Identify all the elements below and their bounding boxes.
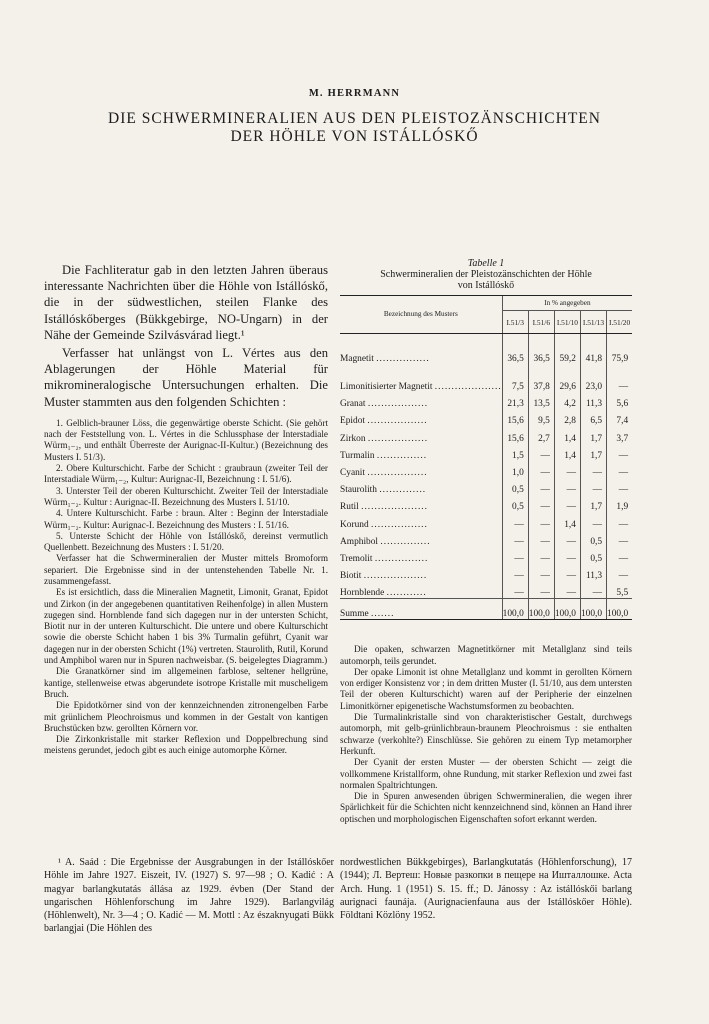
title-line-1: DIE SCHWERMINERALIEN AUS DEN PLEISTOZÄNSCHICHTEN [108, 110, 601, 127]
value-cell: 0,5 [580, 530, 606, 547]
mineral-name-cell [340, 495, 502, 512]
value-cell: 1,9 [607, 495, 633, 512]
table-row [340, 426, 632, 443]
leader-dots: .................. [367, 416, 428, 427]
value-cell: 0,5 [580, 547, 606, 564]
value-cell: 2,7 [528, 426, 554, 443]
table-row [340, 409, 632, 426]
sample-item: 1. Gelblich-brauner Löss, die gegenwärtige oberste Schicht. (Sie gehört nach der Feststellung von. L. Vértes in die Schlussphase der Interstadiale Würm₁₋₂, und enthält Überreste der Aurignac-II-Kultur.) (Bezeichnung des Musters I. 51/3). [44, 417, 328, 462]
sample-item: 3. Unterster Teil der oberen Kulturschicht. Zweiter Teil der Interstadiale Würm₁₋₂. Kultur : Aurignac-II. Bezeichnung des Musters I. 51/10. [44, 485, 328, 507]
article-title [0, 110, 709, 146]
value-cell: — [607, 444, 633, 461]
table-caption [340, 258, 632, 291]
value-cell: 0,5 [502, 478, 528, 495]
mineral-name-cell [340, 478, 502, 495]
table-row [340, 334, 632, 365]
value-cell: — [528, 547, 554, 564]
value-cell: 29,6 [554, 364, 580, 392]
table-row [340, 461, 632, 478]
body-paragraph: Der opake Limonit ist ohne Metallglanz und kommt in gerollten Körnern von erdiger Konsistenz vor ; in dem dritten Muster (I. 51/10, aus dem untersten Teil der oberen Kulturschicht) waren auf der Peripherie der einzelnen Limonitkörner epigenetische Wachstumsformen zu beobachten. [340, 666, 632, 711]
mineral-name: Granat [340, 399, 366, 410]
sample-item: 4. Untere Kulturschicht. Farbe : braun. Alter : Beginn der Interstadiale Würm₁₋₂. Kultur: Aurignac-I. Bezeichnung des Musters : I. 51/16. [44, 508, 328, 530]
value-cell: 1,7 [580, 495, 606, 512]
value-cell: — [528, 444, 554, 461]
table-body [340, 334, 632, 620]
value-cell: 1,4 [554, 512, 580, 529]
table-row [340, 392, 632, 409]
table-row [340, 564, 632, 581]
value-cell: — [580, 581, 606, 599]
mineral-name-cell [340, 392, 502, 409]
value-cell: — [528, 461, 554, 478]
value-cell: — [607, 512, 633, 529]
value-cell: — [528, 495, 554, 512]
mineral-name: Limonitisierter Magnetit [340, 382, 433, 392]
leader-dots: ................ [376, 354, 430, 364]
value-cell: 100,0 [607, 599, 633, 620]
mineral-name-cell [340, 530, 502, 547]
value-cell: 1,7 [580, 444, 606, 461]
mineral-name-cell [340, 444, 502, 461]
value-cell: 6,5 [580, 409, 606, 426]
value-cell: — [502, 512, 528, 529]
author: M. HERRMANN [308, 88, 401, 99]
value-cell: 37,8 [528, 364, 554, 392]
value-cell: 1,0 [502, 461, 528, 478]
value-cell: — [528, 478, 554, 495]
mineral-name-cell [340, 364, 502, 392]
table-caption-line: von Istállóskő [457, 280, 515, 291]
mineral-name: Tremolit [340, 553, 373, 564]
mineral-name: Biotit [340, 571, 362, 582]
value-cell: 2,8 [554, 409, 580, 426]
table-caption-line: Schwermineralien der Pleistozänschichten der Höhle [380, 269, 592, 280]
value-cell: — [607, 530, 633, 547]
mineral-name: Amphibol [340, 536, 379, 547]
right-body [340, 644, 632, 825]
body-paragraph: Die Granatkörner sind im allgemeinen farblose, seltener hellgrüne, kantige, stellenweise etwas abgerundete isotrope Kristalle mit muscheligem Bruch. [44, 666, 328, 699]
mineral-name: Korund [340, 519, 369, 530]
leader-dots: ............... [380, 536, 431, 547]
table-row [340, 364, 632, 392]
body-paragraph: Die Zirkonkristalle mit starker Reflexion und Doppelbrechung sind meistens gerundet, jedoch gibt es auch einige automorphe Körner. [44, 734, 328, 756]
column-header: I.51/20 [607, 311, 633, 334]
value-cell: 5,5 [607, 581, 633, 599]
footnote-text: ¹ A. Saád : Die Ergebnisse der Ausgrabungen in der Istállóskőer Höhle im Jahre 1927. Eiszeit, IV. (1927) S. 97—98 ; O. Kadić : A magyar barlangkutatás állása az 1929. évben (Der Stand der ungarischen Höhlenforschung im Jahre 1929). Barlangvilág (Höhlenwelt), Nr. 3—4 ; O. Kadić — M. Mottl : Az északnyugati Bükk barlangjai (Die Höhlen des [44, 857, 334, 935]
value-cell: 23,0 [580, 364, 606, 392]
value-cell: — [580, 478, 606, 495]
value-cell: 11,3 [580, 392, 606, 409]
value-cell: — [502, 581, 528, 599]
leader-dots: .............. [379, 485, 427, 496]
value-cell: 1,7 [580, 426, 606, 443]
table-row [340, 478, 632, 495]
title-line-2: DER HÖHLE VON ISTÁLLÓSKŐ [230, 128, 479, 145]
value-cell: — [502, 564, 528, 581]
body-paragraph: Die Turmalinkristalle sind von charakteristischer Gestalt, durchwegs automorph, mit gelb-grünlichbraun-braunem Pleochroismus : sie enthalten schwarze (verkohlte?) Einschlüsse. Sie gehören zu einem Typ metamorpher Herkunft. [340, 712, 632, 756]
value-cell: 36,5 [528, 334, 554, 365]
value-cell: 11,3 [580, 564, 606, 581]
value-cell: 21,3 [502, 392, 528, 409]
footnote-left [44, 856, 334, 936]
sample-item: 2. Obere Kulturschicht. Farbe der Schicht : graubraun (zweiter Teil der Interstadiale Würm₁₋₂, Kultur: Aurignac-II, Bezeichnung : I. 51/6). [44, 463, 328, 485]
value-cell: 1,4 [554, 426, 580, 443]
value-cell: 36,5 [502, 334, 528, 365]
value-cell: 100,0 [528, 599, 554, 620]
value-cell: 100,0 [580, 599, 606, 620]
table-label: Tabelle 1 [467, 258, 505, 269]
mineral-table [340, 295, 632, 620]
value-cell: — [580, 512, 606, 529]
introduction [44, 262, 328, 410]
mineral-name-cell [340, 461, 502, 478]
value-cell: 59,2 [554, 334, 580, 365]
mineral-name-cell [340, 334, 502, 365]
value-cell: 3,7 [607, 426, 633, 443]
table-row [340, 444, 632, 461]
leader-dots: .................... [434, 382, 502, 392]
table-row [340, 495, 632, 512]
column-header: I.51/10 [554, 311, 580, 334]
value-cell: 7,5 [502, 364, 528, 392]
value-cell: 15,6 [502, 426, 528, 443]
intro-paragraph: Verfasser hat unlängst von L. Vértes aus den Ablagerungen der Höhle Material für mikromineralogische Untersuchungen erhalten. Die Muster stammten aus den folgenden Schichten : [44, 346, 328, 409]
value-cell: — [607, 564, 633, 581]
intro-paragraph: Die Fachliteratur gab in den letzten Jahren überaus interessante Nachrichten über die Höhle von Istállóskő, die in der südwestlichen, steilen Flanke des Istállóskőberges (Bükkgebirge, NO-Ungarn) in der Nähe der Gemeinde Szilvásvárad liegt.¹ [44, 263, 328, 342]
mineral-name-cell [340, 564, 502, 581]
value-cell: 7,4 [607, 409, 633, 426]
value-cell: — [528, 581, 554, 599]
value-cell: 100,0 [554, 599, 580, 620]
leader-dots: ................ [374, 553, 429, 564]
left-column [44, 262, 328, 757]
mineral-name-cell [340, 512, 502, 529]
column-header: I.51/13 [580, 311, 606, 334]
value-cell: 9,5 [528, 409, 554, 426]
value-cell: 5,6 [607, 392, 633, 409]
mineral-name: Rutil [340, 502, 359, 513]
mineral-name: Magnetit [340, 354, 374, 364]
table-row [340, 581, 632, 599]
mineral-name: Zirkon [340, 433, 366, 444]
sample-item: 5. Unterste Schicht der Höhle von Istállóskő, dereinst vermutlich Quellenbett. Bezeichnung des Musters : I. 51/20. [44, 530, 328, 553]
column-header: I.51/3 [502, 311, 528, 334]
mineral-name: Staurolith [340, 485, 377, 496]
body-paragraph: Die in Spuren anwesenden übrigen Schwermineralien, die wegen ihrer Spärlichkeit für die Schichten nicht kennzeichnend sind, können an Hand ihrer optischen und morphologischen Eigenschaften sofort erkannt werden. [340, 791, 632, 824]
mineral-name-cell [340, 409, 502, 426]
footnote-right [340, 856, 632, 922]
value-cell: — [528, 564, 554, 581]
mineral-name: Hornblende [340, 588, 385, 599]
value-cell: — [528, 512, 554, 529]
column-group-header: In % angegeben [502, 296, 632, 311]
table-row [340, 547, 632, 564]
body-paragraph: Es ist ersichtlich, dass die Mineralien Magnetit, Limonit, Granat, Epidot und Zirkon (in der angegebenen quantitativen Reihenfolge) in allen Mustern zugegen sind. Hornblende fand sich dagegen nur in der untersten Schicht, Biotit nur in der unteren Kulturschicht. Die untere und obere Kulturschicht sowie die oberste Schicht haben 1 bis 3% Turmalin geführt, Cyanit war dagegen nur in der obersten Schicht (1%) vertreten. Staurolith, Rutil, Korund und Amphibol waren nur in Spuren nachweisbar. (S. beigelegtes Diagramm.) [44, 587, 328, 666]
value-cell: — [554, 461, 580, 478]
value-cell: 15,6 [502, 409, 528, 426]
column-header: I.51/6 [528, 311, 554, 334]
value-cell: — [528, 530, 554, 547]
leader-dots: ............ [386, 588, 427, 599]
value-cell: — [607, 461, 633, 478]
mineral-name-cell [340, 581, 502, 599]
value-cell: — [502, 547, 528, 564]
body-paragraph: Die Epidotkörner sind von der kennzeichnenden zitronengelben Farbe mit grünlichem Pleochroismus und kommen in der Gestalt von kantigen Bruchstücken bzw. gerollten Körnern vor. [44, 700, 328, 733]
value-cell: — [554, 495, 580, 512]
value-cell: — [502, 530, 528, 547]
value-cell: — [607, 478, 633, 495]
mineral-name: Cyanit [340, 467, 365, 478]
table-row [340, 512, 632, 529]
value-cell: — [607, 364, 633, 392]
value-cell: 100,0 [502, 599, 528, 620]
leader-dots: .................. [367, 399, 429, 410]
value-cell: 75,9 [607, 334, 633, 365]
table-row [340, 530, 632, 547]
leader-dots: ................. [371, 519, 428, 530]
value-cell: — [554, 530, 580, 547]
footnote-text: nordwestlichen Bükkgebirges), Barlangkutatás (Höhlenforschung), 17 (1944); Л. Вертеш: Новые разкопки в пещере на Ишталлошке. Acta Arch. Hung. 1 (1951) S. 15. ff.; D. Jánossy : Az istállóskői barlang aurignaci faunája. (Aurignacienfauna aus der Istállóskőer Höhle). Földtani Közlöny 1952. [340, 857, 632, 922]
value-cell: — [607, 547, 633, 564]
value-cell: 13,5 [528, 392, 554, 409]
leader-dots: .................. [367, 467, 428, 478]
mineral-name-cell [340, 426, 502, 443]
value-cell: 0,5 [502, 495, 528, 512]
leader-dots: ....... [371, 609, 395, 620]
mineral-name-cell [340, 599, 502, 620]
value-cell: — [554, 547, 580, 564]
body-paragraph: Der Cyanit der ersten Muster — der obersten Schicht — zeigt die vollkommene Kristallform, ohne Rundung, mit starker Reflexion und zwei fast normalen Spaltrichtungen. [340, 757, 632, 790]
column-header-designation: Bezeichnung des Musters [340, 296, 502, 334]
mineral-name-cell [340, 547, 502, 564]
value-cell: 1,4 [554, 444, 580, 461]
body-paragraph: Die opaken, schwarzen Magnetitkörner mit Metallglanz sind teils automorph, teils gerundet. [340, 644, 632, 666]
value-cell: — [554, 478, 580, 495]
sample-list [44, 418, 328, 757]
value-cell: 41,8 [580, 334, 606, 365]
value-cell: — [554, 564, 580, 581]
sum-row [340, 599, 632, 620]
mineral-name: Epidot [340, 416, 365, 427]
value-cell: 1,5 [502, 444, 528, 461]
leader-dots: ............... [376, 450, 428, 461]
leader-dots: ................... [363, 571, 428, 582]
leader-dots: .................... [361, 502, 428, 513]
leader-dots: .................. [367, 433, 429, 444]
value-cell: — [580, 461, 606, 478]
mineral-name: Turmalin [340, 450, 375, 461]
body-paragraph: Verfasser hat die Schwermineralien der Muster mittels Bromoform separiert. Die Ergebnisse sind in der untenstehenden Tabelle Nr. 1. zusammengefasst. [44, 553, 328, 586]
mineral-name: Summe [340, 609, 369, 620]
right-column [340, 258, 632, 825]
value-cell: — [554, 581, 580, 599]
value-cell: 4,2 [554, 392, 580, 409]
